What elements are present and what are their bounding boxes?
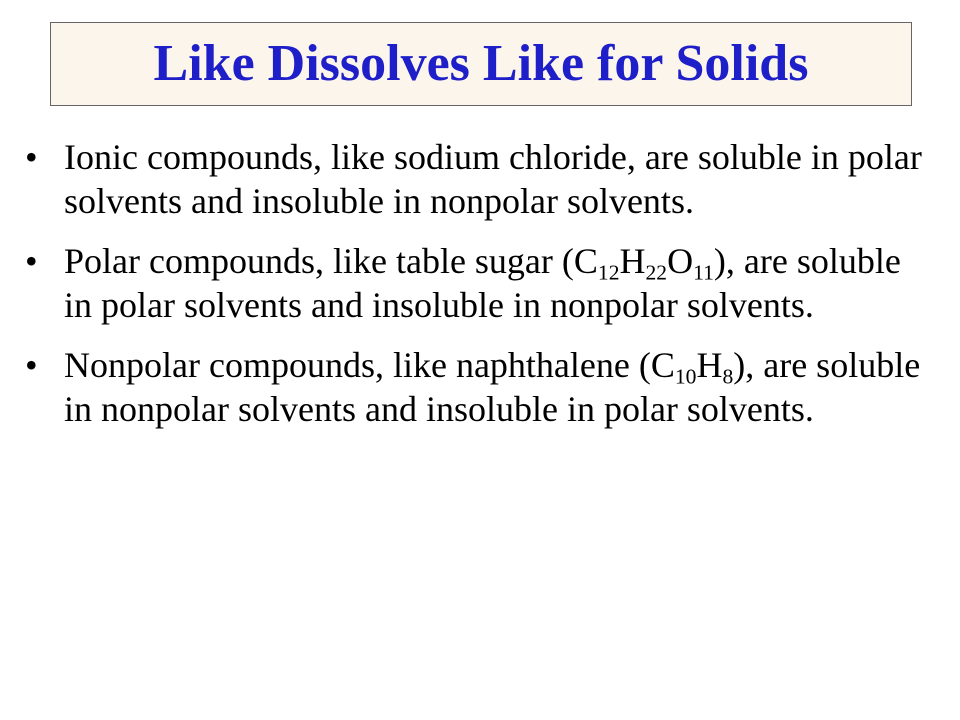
subscript-hydrogen-count: 8 <box>722 364 734 389</box>
bullet-text-end: ), are soluble in nonpolar solvents and insoluble in polar solvents. <box>64 345 921 429</box>
title-box <box>50 22 912 106</box>
bullet-text-start: Nonpolar compounds, like naphthalene (C <box>64 345 675 385</box>
bullet-icon: • <box>25 241 38 281</box>
formula-element-h: H <box>696 345 723 385</box>
bullet-list <box>25 135 935 447</box>
bullet-polar-compounds <box>25 239 935 327</box>
bullet-text-end: ), are soluble in polar solvents and insoluble in nonpolar solvents. <box>64 241 901 325</box>
bullet-nonpolar-compounds <box>25 343 935 431</box>
subscript-oxygen-count: 11 <box>693 260 714 285</box>
formula-element-h: H <box>619 241 646 281</box>
bullet-text-start: Polar compounds, like table sugar (C <box>64 241 598 281</box>
bullet-text: Ionic compounds, like sodium chloride, are soluble in polar solvents and insoluble in nonpolar solvents. <box>64 137 922 221</box>
formula-element-o: O <box>667 241 694 281</box>
bullet-icon: • <box>25 137 38 177</box>
bullet-ionic-compounds <box>25 135 935 223</box>
subscript-hydrogen-count: 22 <box>645 260 668 285</box>
subscript-carbon-count: 12 <box>597 260 620 285</box>
subscript-carbon-count: 10 <box>674 364 697 389</box>
slide-title: Like Dissolves Like for Solids <box>153 35 809 92</box>
bullet-icon: • <box>25 345 38 385</box>
